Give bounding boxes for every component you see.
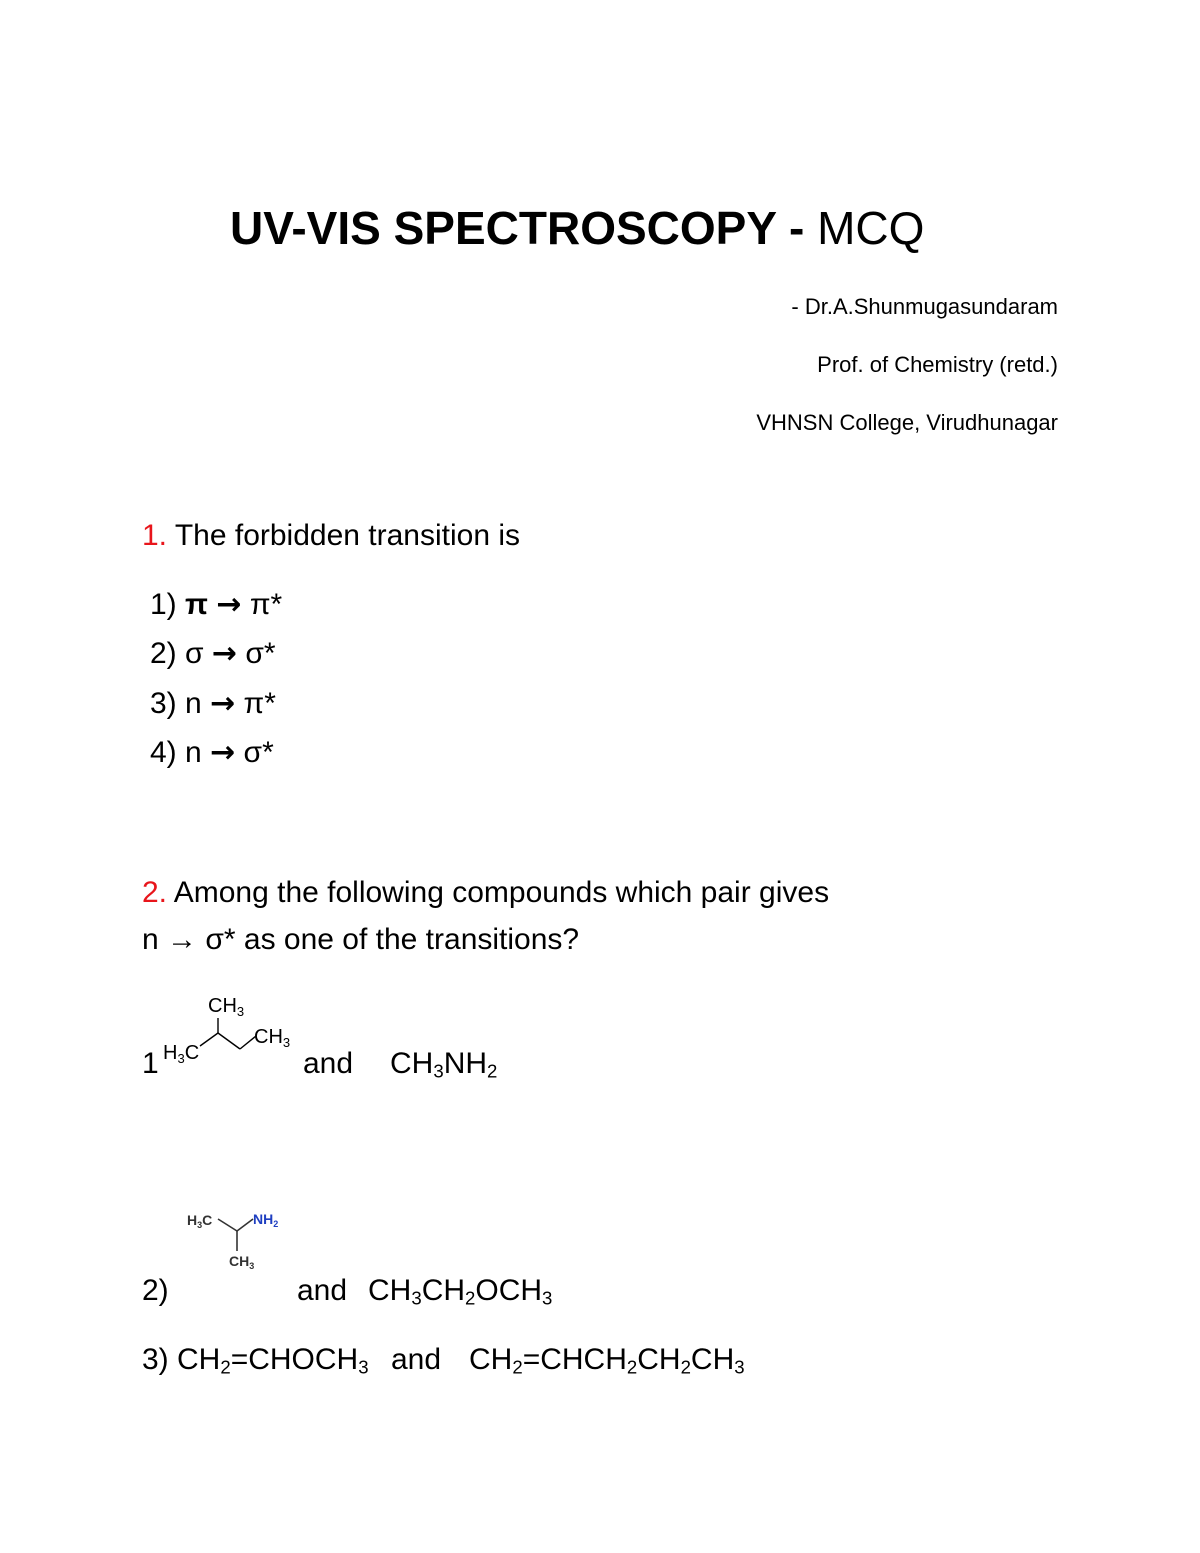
option-label: 2) (150, 637, 177, 670)
option-from: σ (185, 637, 204, 670)
q2-option-3-formula-b: $CH_2=CHCH_2CH_2CH_3$ (469, 1343, 745, 1378)
struct-amine-label: $NH_2$ (253, 1211, 279, 1229)
q1-option-3 (150, 684, 276, 724)
question-1 (142, 516, 520, 556)
q2-option-2-label: 2) (142, 1274, 169, 1307)
option-label: 3) (150, 687, 177, 720)
struct-left-label: $H_3C$ (187, 1212, 213, 1230)
title-bold: UV-VIS SPECTROSCOPY - (230, 202, 805, 254)
arrow-icon: → (210, 735, 236, 770)
question-number: 2. (142, 876, 168, 909)
struct-bottom-label: $CH_3$ (229, 1253, 255, 1271)
title-plain: MCQ (817, 202, 925, 254)
page-title (230, 198, 924, 258)
q1-option-1 (150, 585, 282, 625)
author-name: - Dr.A.Shunmugasundaram (791, 294, 1058, 319)
bond-line (200, 1033, 218, 1046)
q2-option-1-and: and (303, 1047, 354, 1080)
q2-option-3-label: 3) (142, 1343, 169, 1376)
q2-option-3-and: and (391, 1343, 442, 1376)
q2-option-2-formula: $CH_3CH_2OCH_3$ (368, 1274, 553, 1309)
arrow-icon: → (211, 636, 238, 671)
question-text: The forbidden transition is (174, 519, 521, 552)
q2-option-1-label: 1 (142, 1047, 159, 1080)
q1-option-2 (150, 634, 276, 674)
q2-option-3-formula-a: $CH_2=CHOCH_3$ (177, 1343, 369, 1378)
isobutane-structure (160, 988, 300, 1068)
q2-option-1-formula: $CH_3NH_2$ (390, 1047, 498, 1082)
option-to: π* (243, 687, 276, 720)
bond-line (218, 1033, 240, 1049)
isopropylamine-structure (185, 1203, 295, 1275)
option-from: n (185, 736, 202, 769)
author-position: Prof. of Chemistry (retd.) (817, 352, 1058, 377)
option-from: π (185, 588, 208, 621)
option-to: π* (249, 588, 283, 621)
struct-top-label: $CH_3$ (208, 995, 245, 1019)
struct-right-label: $CH_3$ (254, 1026, 291, 1050)
bond-line (218, 1219, 237, 1231)
question-text-line-2: n → σ* as one of the transitions? (142, 923, 580, 956)
option-from: n (185, 687, 202, 720)
option-label: 4) (150, 736, 177, 769)
question-number: 1. (142, 519, 168, 552)
q1-option-4 (150, 733, 274, 773)
option-to: σ* (243, 736, 274, 769)
option-label: 1) (150, 588, 177, 621)
question-text-line-1: Among the following compounds which pair gives (173, 876, 830, 909)
option-to: σ* (245, 637, 276, 670)
author-college: VHNSN College, Virudhunagar (756, 410, 1058, 435)
q2-option-2-and: and (297, 1274, 348, 1307)
arrow-icon: → (210, 686, 236, 721)
bond-line (237, 1219, 253, 1231)
struct-left-label: $H_3C$ (163, 1042, 200, 1066)
question-2 (142, 873, 829, 913)
arrow-icon: → (216, 587, 242, 622)
